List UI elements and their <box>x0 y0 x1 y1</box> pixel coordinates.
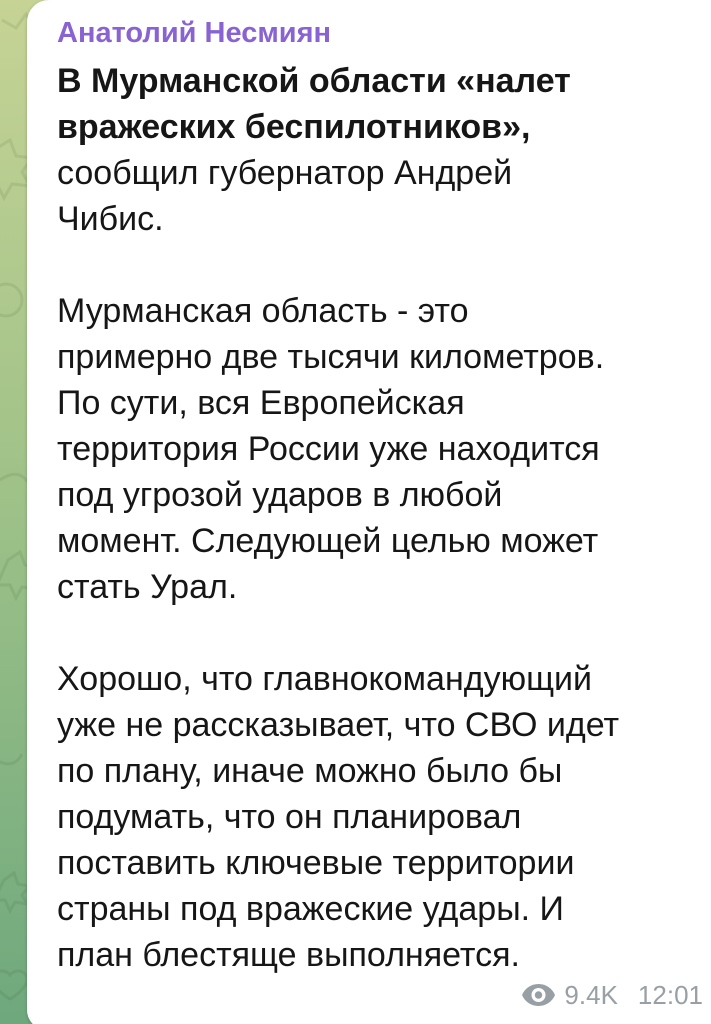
paragraph-3 <box>57 656 711 978</box>
text-line: под угрозой ударов в любой <box>57 476 503 514</box>
text-line: В Мурманской области «налет <box>57 62 571 100</box>
message-text <box>57 58 711 978</box>
text-line: план блестяще выполняется. <box>57 936 520 974</box>
message-time: 12:01 <box>637 980 703 1010</box>
text-line: примерно две тысячи километров. <box>57 338 605 376</box>
views-count: 9.4K <box>564 980 618 1010</box>
text-line: подумать, что он планировал <box>57 798 522 836</box>
message-bubble[interactable] <box>27 0 711 1024</box>
text-line: вражеских беспилотников», <box>57 108 531 146</box>
text-line: момент. Следующей целью может <box>57 522 599 560</box>
text-line: уже не рассказывает, что СВО идет <box>57 706 620 744</box>
text-line: поставить ключевые территории <box>57 844 575 882</box>
text-line: территория России уже находится <box>57 430 600 468</box>
channel-name[interactable]: Анатолий Несмиян <box>57 17 332 49</box>
paragraph-1 <box>57 58 711 242</box>
text-line: Хорошо, что главнокомандующий <box>57 660 593 698</box>
text-line: сообщил губернатор Андрей <box>57 154 513 192</box>
message-meta <box>522 980 703 1010</box>
text-line: страны под вражеские удары. И <box>57 890 564 928</box>
text-line: по плану, иначе можно было бы <box>57 752 563 790</box>
paragraph-2 <box>57 288 711 610</box>
text-line: стать Урал. <box>57 568 238 606</box>
text-line: Мурманская область - это <box>57 292 469 330</box>
eye-icon <box>522 984 555 1006</box>
text-line: По сути, вся Европейская <box>57 384 465 422</box>
text-line: Чибис. <box>57 200 164 238</box>
